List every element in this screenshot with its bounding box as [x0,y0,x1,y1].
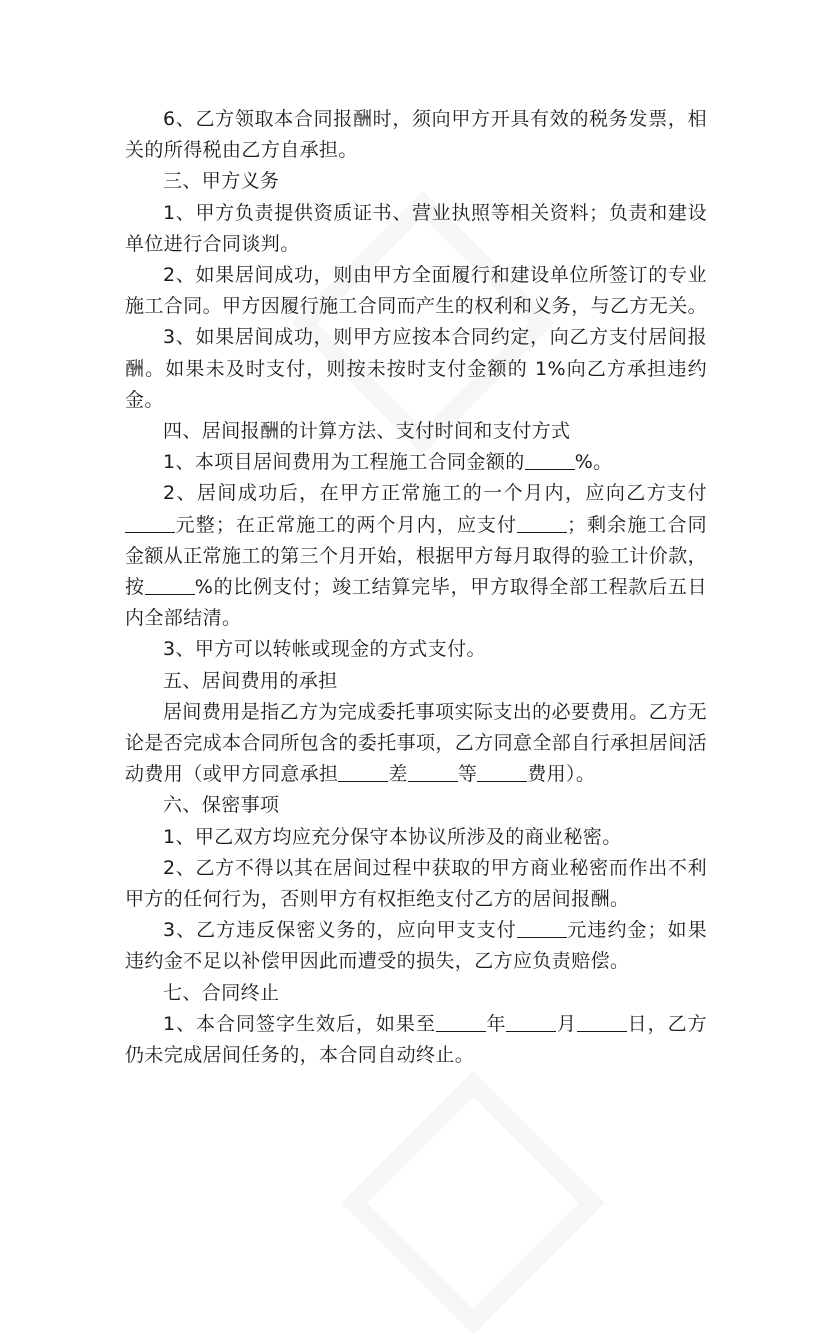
fill-in-blank[interactable] [338,763,388,782]
paragraph [125,198,707,260]
document-page [125,104,707,1071]
fill-in-blank[interactable] [408,763,458,782]
paragraph [125,790,707,821]
fill-in-blank[interactable] [477,763,527,782]
paragraph-text: 三、甲方义务 [163,170,280,193]
paragraph-text: 2、乙方不得以其在居间过程中获取的甲方商业秘密而作出不利甲方的任何行为，否则甲方有权拒绝支付乙方的居间报酬。 [125,856,707,911]
paragraph [125,697,707,791]
paragraph-text: 月 [556,1012,578,1035]
paragraph [125,915,707,977]
paragraph [125,416,707,447]
watermark [341,1071,604,1334]
fill-in-blank[interactable] [145,576,195,595]
paragraph [125,478,707,634]
paragraph [125,853,707,915]
paragraph-text: %的比例支付；竣工结算完毕，甲方取得全部工程款后五日内全部结清。 [125,576,707,630]
paragraph-text: 1、甲方负责提供资质证书、营业执照等相关资料；负责和建设单位进行合同谈判。 [125,201,707,255]
fill-in-blank[interactable] [525,451,575,470]
paragraph-text: 2、如果居间成功，则由甲方全面履行和建设单位所签订的专业施工合同。甲方因履行施工合同而产生的权利和义务，与乙方无关。 [125,264,708,318]
paragraph-text: 差 [388,763,408,786]
paragraph [125,1009,707,1071]
paragraph [125,634,707,665]
paragraph-text: %。 [574,451,613,474]
fill-in-blank[interactable] [506,1013,556,1032]
paragraph-text: 元违约金；如果违约金不足以补偿甲因此而遭受的损失，乙方应负责赔偿。 [125,919,707,973]
fill-in-blank[interactable] [517,514,567,533]
paragraph [125,978,707,1009]
paragraph-text: 1、甲乙双方均应充分保守本协议所涉及的商业秘密。 [163,825,622,848]
paragraph [125,166,707,197]
paragraph-text: 日，乙方仍未完成居间任务的，本合同自动终止。 [125,1012,707,1067]
paragraph-text: 居间费用是指乙方为完成委托事项实际支出的必要费用。乙方无论是否完成本合同所包含的委托事项，乙方同意全部自行承担居间活动费用（或甲方同意承担 [125,700,708,786]
paragraph [125,447,707,478]
paragraph-text: 1、本合同签字生效后，如果至 [163,1012,436,1035]
paragraph-text: 3、甲方可以转帐或现金的方式支付。 [163,638,486,661]
fill-in-blank[interactable] [517,919,567,938]
paragraph-text: 3、如果居间成功，则甲方应按本合同约定，向乙方支付居间报酬。如果未及时支付，则按未按时支付金额的 1%向乙方承担违约金。 [125,326,707,411]
paragraph-text: 七、合同终止 [163,981,280,1004]
fill-in-blank[interactable] [436,1013,486,1032]
paragraph-text: ；剩余施工合同金额从正常施工的第三个月开始，根据甲方每月取得的验工计价款，按 [125,513,708,599]
paragraph-text: 年 [485,1012,507,1035]
paragraph-text: 6、乙方领取本合同报酬时，须向甲方开具有效的税务发票，相关的所得税由乙方自承担。 [125,108,707,162]
paragraph [125,260,707,322]
paragraph-text: 费用）。 [527,763,596,786]
paragraph-text: 2、居间成功后，在甲方正常施工的一个月内，应向乙方支付 [163,482,707,505]
paragraph [125,104,707,166]
paragraph-text: 四、居间报酬的计算方法、支付时间和支付方式 [163,420,571,443]
paragraph-text: 六、保密事项 [163,794,280,817]
paragraph-text: 五、居间费用的承担 [163,669,338,692]
fill-in-blank[interactable] [577,1013,627,1032]
fill-in-blank[interactable] [125,514,175,533]
paragraph-text: 等 [457,763,478,786]
paragraph [125,666,707,697]
paragraph [125,822,707,853]
paragraph-text: 3、乙方违反保密义务的，应向甲支支付 [163,919,517,942]
paragraph [125,322,707,416]
paragraph-text: 元整；在正常施工的两个月内，应支付 [175,513,518,536]
paragraph-text: 1、本项目居间费用为工程施工合同金额的 [163,451,525,474]
